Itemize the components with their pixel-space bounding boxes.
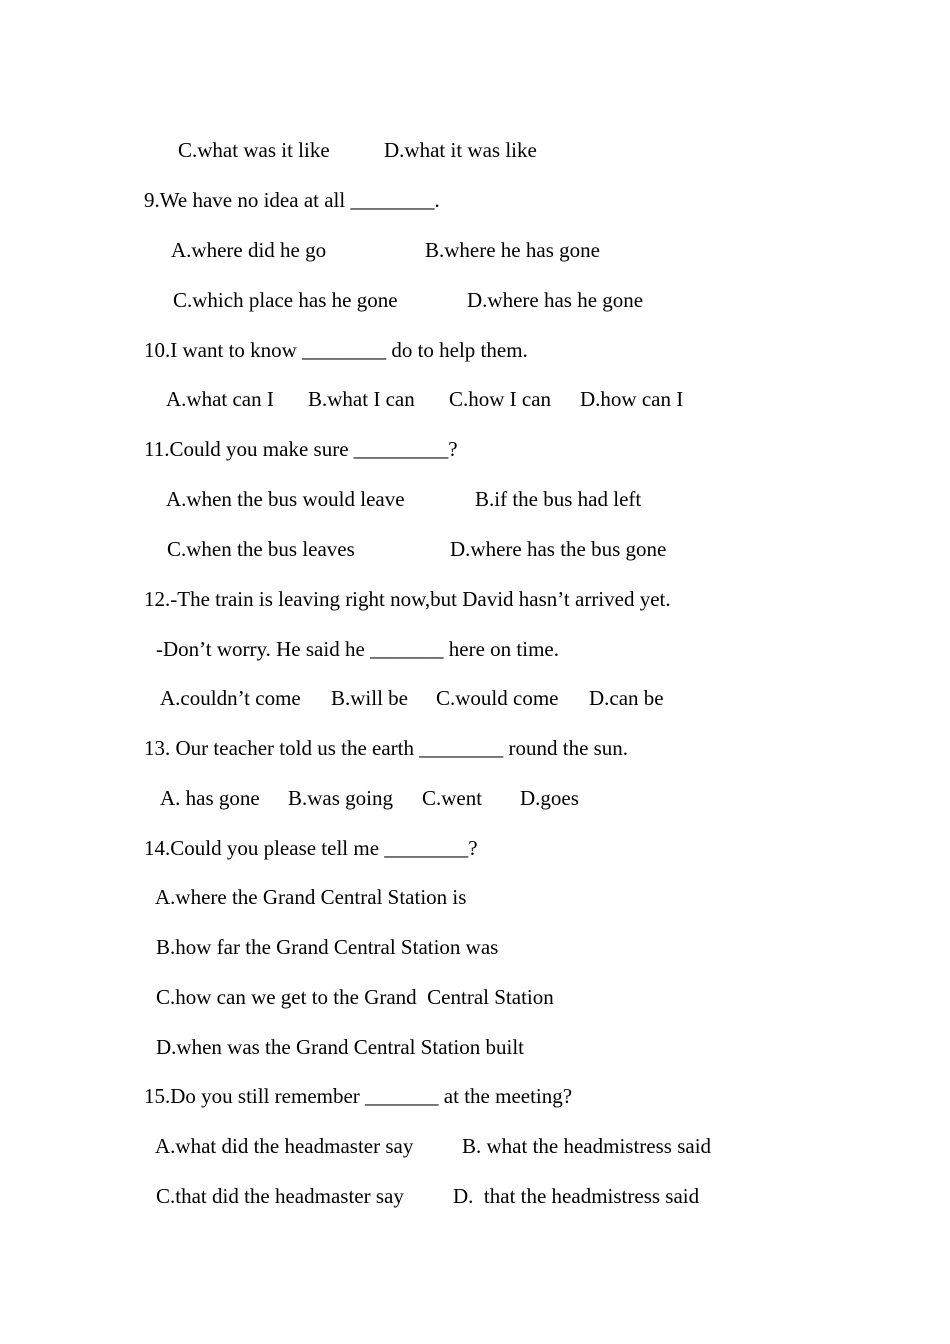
option-line — [0, 884, 467, 910]
option-line — [0, 536, 667, 562]
question-9 — [0, 187, 440, 213]
option-line — [0, 1133, 712, 1159]
option-b: B.will be — [331, 686, 408, 710]
option-c: C.what was it like — [178, 138, 330, 162]
option-a: A. has gone — [160, 786, 260, 810]
option-line — [0, 685, 664, 711]
option-line — [0, 237, 600, 263]
option-a: A.where did he go — [171, 238, 327, 262]
question-10 — [0, 337, 528, 363]
question-text: 11.Could you make sure _________? — [144, 437, 458, 461]
option-d: D.what it was like — [384, 138, 537, 162]
option-line — [0, 984, 554, 1010]
question-text: 15.Do you still remember _______ at the meeting? — [144, 1084, 573, 1108]
option-line — [0, 1183, 700, 1209]
option-b: B.what I can — [308, 387, 415, 411]
dialogue-text: -Don’t worry. He said he _______ here on time. — [156, 637, 559, 661]
option-a: A.what did the headmaster say — [155, 1134, 414, 1158]
option-a: A.couldn’t come — [160, 686, 301, 710]
option-d: D.how can I — [580, 387, 684, 411]
option-b: B.how far the Grand Central Station was — [156, 935, 499, 959]
option-c: C.how can we get to the Grand Central Station — [156, 985, 554, 1009]
dialogue-line — [0, 636, 559, 662]
option-line — [0, 287, 644, 313]
option-c: C.would come — [436, 686, 559, 710]
option-c: C.went — [422, 786, 483, 810]
option-b: B. what the headmistress said — [462, 1134, 712, 1158]
option-a: A.when the bus would leave — [166, 487, 405, 511]
option-line — [0, 1034, 525, 1060]
question-12 — [0, 586, 671, 612]
option-b: B.where he has gone — [425, 238, 600, 262]
question-text: 14.Could you please tell me ________? — [144, 836, 478, 860]
option-d: D.where has the bus gone — [450, 537, 667, 561]
option-c: C.which place has he gone — [173, 288, 398, 312]
option-a: A.where the Grand Central Station is — [155, 885, 467, 909]
option-a: A.what can I — [166, 387, 274, 411]
option-d: D.goes — [520, 786, 579, 810]
option-line — [0, 486, 642, 512]
option-d: D.when was the Grand Central Station built — [156, 1035, 525, 1059]
question-14 — [0, 835, 478, 861]
question-text: 12.-The train is leaving right now,but David hasn’t arrived yet. — [144, 587, 671, 611]
option-d: D.can be — [589, 686, 664, 710]
option-line — [0, 386, 684, 412]
question-text: 10.I want to know ________ do to help them. — [144, 338, 528, 362]
option-d: D.where has he gone — [467, 288, 644, 312]
question-13 — [0, 735, 629, 761]
question-text: 9.We have no idea at all ________. — [144, 188, 440, 212]
option-c: C.that did the headmaster say — [156, 1184, 404, 1208]
option-b: B.was going — [288, 786, 393, 810]
option-line — [0, 934, 499, 960]
question-15 — [0, 1083, 573, 1109]
question-text: 13. Our teacher told us the earth ________ round the sun. — [144, 736, 629, 760]
option-c: C.how I can — [449, 387, 552, 411]
question-11 — [0, 436, 458, 462]
option-d: D. that the headmistress said — [453, 1184, 700, 1208]
option-line — [0, 785, 579, 811]
option-b: B.if the bus had left — [475, 487, 642, 511]
option-c: C.when the bus leaves — [167, 537, 355, 561]
option-line — [0, 137, 537, 163]
